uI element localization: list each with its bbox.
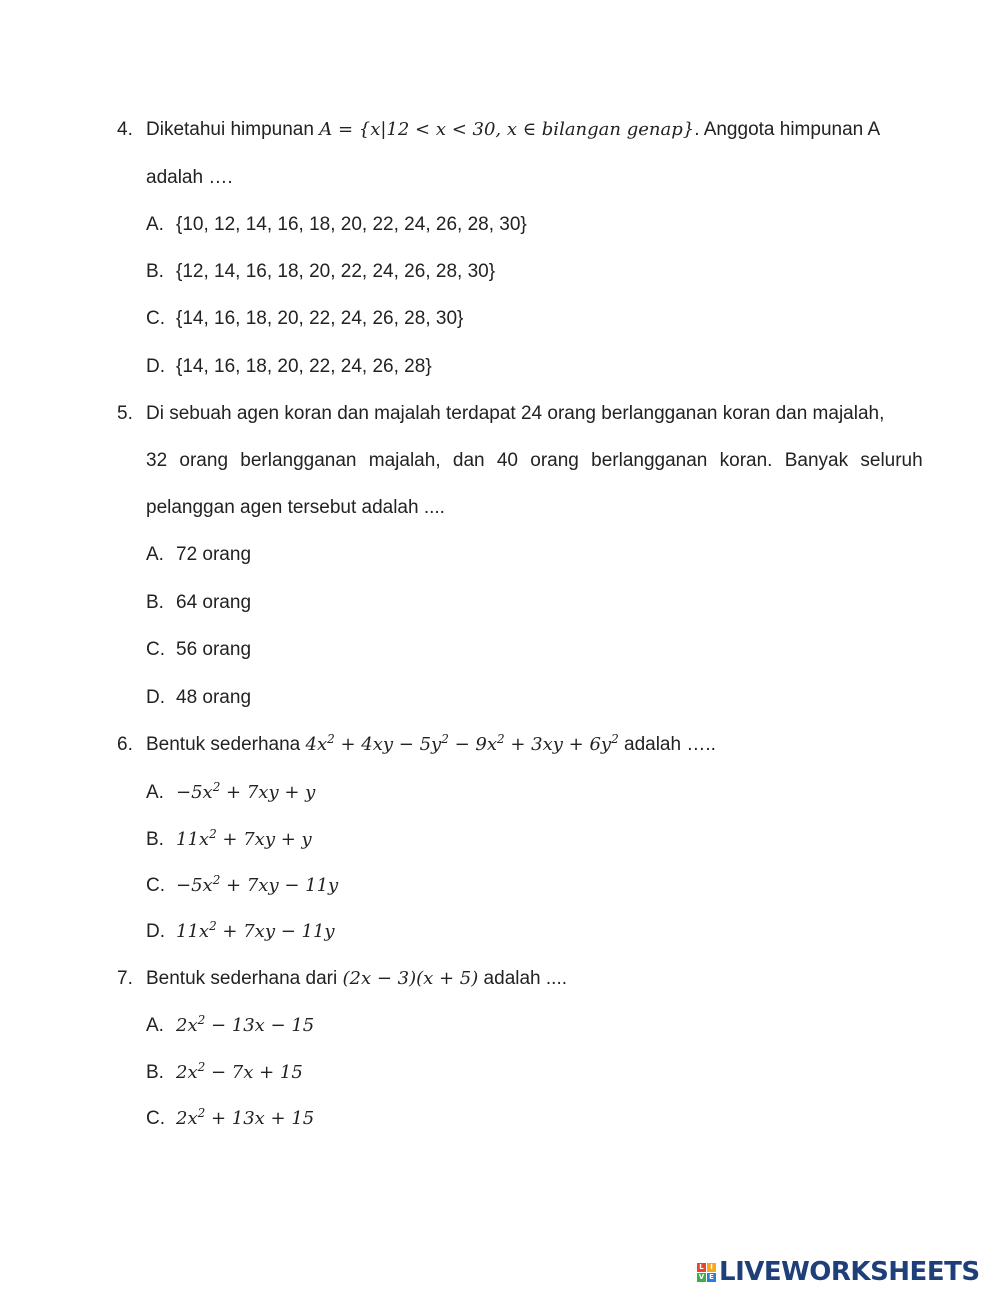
liveworksheets-logo[interactable] <box>697 1257 980 1287</box>
question-text-before: Diketahui himpunan <box>146 119 320 140</box>
question-text <box>146 967 567 991</box>
question-text-after: . Anggota himpunan A <box>694 119 881 140</box>
option-letter: D. <box>146 921 165 942</box>
logo-tile: I <box>707 1263 716 1272</box>
question-text-line3: pelanggan agen tersebut adalah .... <box>146 497 445 518</box>
option-letter: B. <box>146 261 164 282</box>
option-letter: B. <box>146 592 164 613</box>
option-letter: C. <box>146 875 165 896</box>
logo-icon <box>697 1263 716 1282</box>
option-formula: $2x^2 - 7x + 15$ <box>176 1060 303 1083</box>
option-letter: C. <box>146 308 165 329</box>
option-text: {12, 14, 16, 18, 20, 22, 24, 26, 28, 30} <box>176 261 496 282</box>
expression-formula: $4x^2 + 4xy - 5y^2 - 9x^2 + 3xy + 6y^2$ <box>305 732 619 755</box>
option-letter: C. <box>146 639 165 660</box>
option-text: 48 orang <box>176 687 252 708</box>
option-text: 64 orang <box>176 592 252 613</box>
logo-text: LIVEWORKSHEETS <box>719 1257 980 1287</box>
option-letter: A. <box>146 1015 164 1036</box>
option-text: 72 orang <box>176 544 252 565</box>
option-formula: $11x^2 + 7xy - 11y$ <box>176 919 335 942</box>
option-letter: D. <box>146 687 165 708</box>
question-number: 6. <box>117 734 133 755</box>
option-text: {10, 12, 14, 16, 18, 20, 22, 24, 26, 28, 30} <box>176 214 527 235</box>
option-letter: A. <box>146 544 164 565</box>
option-text: 56 orang <box>176 639 252 660</box>
question-text-line1: Di sebuah agen koran dan majalah terdapat 24 orang berlangganan koran dan majalah, <box>146 403 885 424</box>
question-text-after: adalah .... <box>478 968 568 989</box>
option-text: {14, 16, 18, 20, 22, 24, 26, 28, 30} <box>176 308 464 329</box>
question-number: 4. <box>117 119 133 140</box>
question-number: 7. <box>117 968 133 989</box>
logo-tile: V <box>698 1272 705 1281</box>
option-text: {14, 16, 18, 20, 22, 24, 26, 28} <box>176 356 432 377</box>
question-text-before: Bentuk sederhana <box>146 734 306 755</box>
option-formula: $11x^2 + 7xy + y$ <box>176 827 312 850</box>
question-number: 5. <box>117 403 133 424</box>
option-formula: $2x^2 - 13x - 15$ <box>176 1013 315 1036</box>
question-text <box>146 733 716 757</box>
logo-tile: E <box>707 1273 716 1282</box>
option-formula: $2x^2 + 13x + 15$ <box>176 1106 315 1129</box>
set-formula: A = {x|12 < x < 30, x ∈ bilangan genap} <box>319 119 695 140</box>
option-letter: D. <box>146 356 165 377</box>
question-text-before: Bentuk sederhana dari <box>146 968 343 989</box>
question-text-after: adalah ….. <box>618 734 716 755</box>
option-letter: B. <box>146 829 164 850</box>
question-text-line2: adalah …. <box>146 167 233 188</box>
option-formula: $-5x^2 + 7xy - 11y$ <box>176 873 339 896</box>
expression-formula: (2x − 3)(x + 5) <box>342 968 479 989</box>
option-letter: A. <box>146 782 164 803</box>
logo-tile: L <box>697 1263 706 1272</box>
option-letter: A. <box>146 214 164 235</box>
question-text <box>146 118 880 142</box>
option-letter: B. <box>146 1062 164 1083</box>
question-text-line2: 32 orang berlangganan majalah, dan 40 orang berlangganan koran. Banyak seluruh <box>146 450 923 471</box>
option-letter: C. <box>146 1108 165 1129</box>
option-formula: $-5x^2 + 7xy + y$ <box>176 780 316 803</box>
